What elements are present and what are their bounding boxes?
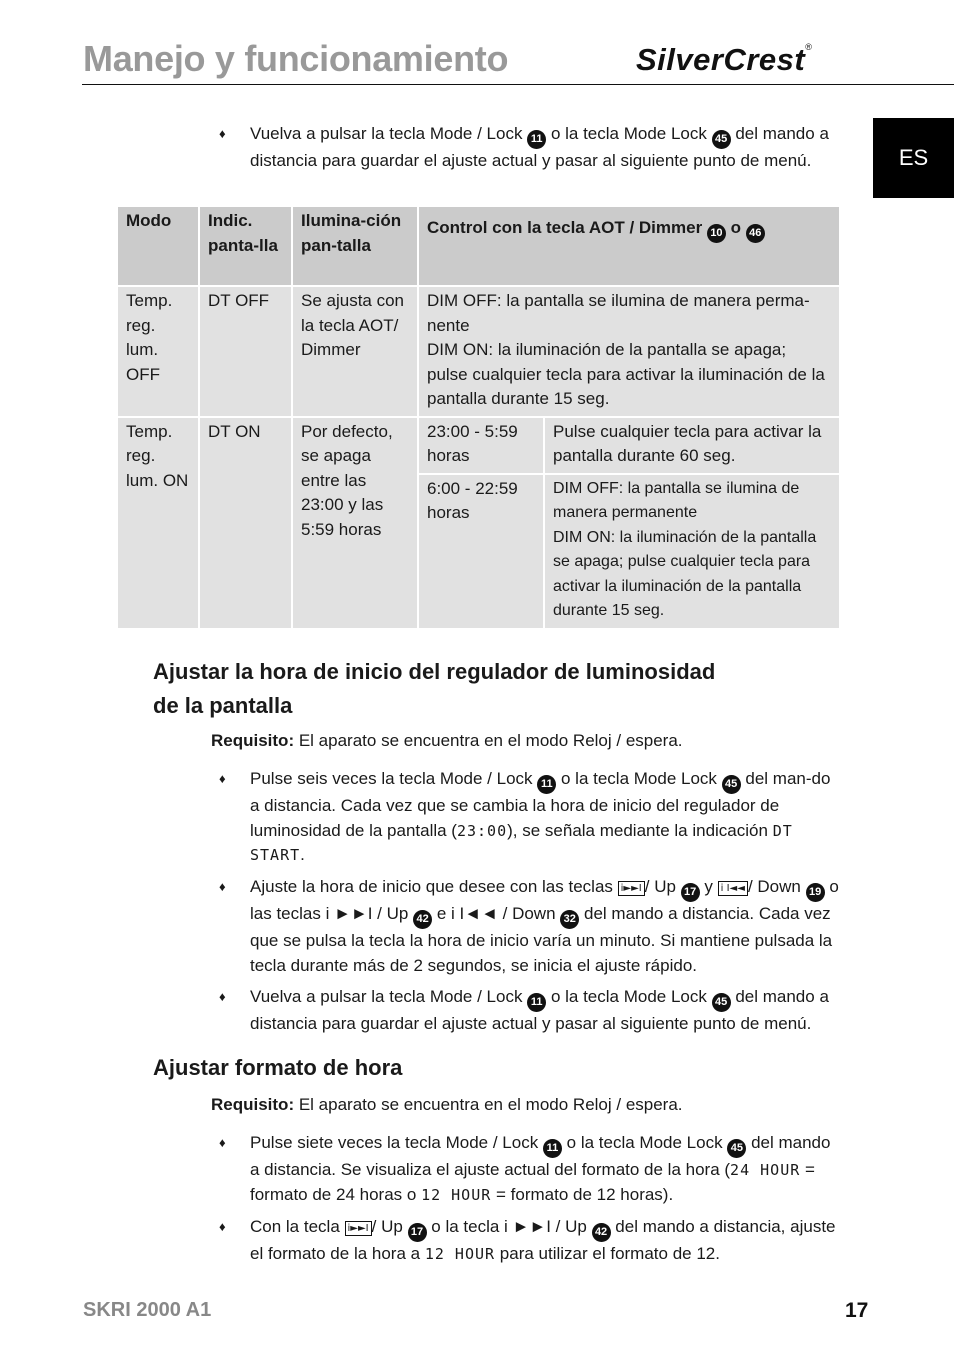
page-title: Manejo y funcionamiento (83, 38, 509, 79)
heading-line: de la pantalla (153, 693, 293, 718)
text: Ajuste la hora de inicio que desee con las teclas (250, 877, 613, 896)
diamond-bullet-icon: ♦ (219, 126, 226, 141)
diamond-bullet-icon: ♦ (219, 1135, 226, 1150)
intro-bullet (219, 122, 839, 174)
text: DIM ON: la iluminación de la pantalla se apaga; pulse cualquier tecla para activar la iluminación de la pantalla durante 15 seg. (427, 340, 825, 408)
requirement (211, 729, 683, 754)
lcd-text: DT START (250, 821, 793, 864)
ref-number: 19 (806, 883, 825, 902)
lcd-text: 23:00 (456, 821, 508, 840)
brand-name: SilverCrest (636, 42, 806, 77)
table-row (118, 418, 839, 473)
cell-time-range: 23:00 - 5:59 horas (419, 418, 543, 473)
cell-control (419, 287, 839, 416)
text: Control con la tecla AOT / Dimmer (427, 218, 703, 237)
language-tab: ES (873, 118, 954, 198)
ref-number: 11 (527, 130, 546, 149)
cell-description: Pulse cualquier tecla para activar la pantalla durante 60 seg. (545, 418, 839, 473)
table-header-row (118, 207, 839, 285)
text: o la tecla i ►►I / Up (431, 1217, 587, 1236)
requirement-text: El aparato se encuentra en el modo Reloj / espera. (298, 731, 683, 750)
text: Pulse siete veces la tecla Mode / Lock (250, 1133, 539, 1152)
next-key-icon: i►►I (618, 881, 645, 896)
cell-lighting: Por defecto, se apaga entre las 23:00 y las 5:59 horas (293, 418, 417, 628)
prev-key-icon: i I◄◄ (718, 881, 748, 896)
ref-number: 11 (527, 993, 546, 1012)
text: DIM OFF: la pantalla se ilumina de manera perma-nente (427, 291, 810, 335)
heading-line: Ajustar formato de hora (153, 1055, 403, 1080)
text: . (300, 845, 305, 864)
ref-number: 42 (592, 1223, 611, 1242)
lcd-text: 12 HOUR (421, 1185, 492, 1204)
text: del man-do a distancia. Cada vez que se cambia la hora de inicio del regulador de luminosidad de la pantalla ( (250, 769, 831, 840)
text: Con la tecla (250, 1217, 340, 1236)
step-bullet (219, 985, 839, 1037)
ref-number: 45 (722, 775, 741, 794)
text: Vuelva a pulsar la tecla Mode / Lock (250, 124, 523, 143)
text: del mando a distancia, ajuste el formato de la hora a (250, 1217, 836, 1263)
section-heading (153, 1051, 853, 1085)
cell-time-range: 6:00 - 22:59 horas (419, 475, 543, 628)
requirement (211, 1093, 683, 1118)
text: para utilizar el formato de 12. (499, 1244, 720, 1263)
text: Pulse seis veces la tecla Mode / Lock (250, 769, 533, 788)
header-mode: Modo (118, 207, 198, 285)
text: / Up (371, 1217, 403, 1236)
ref-number: 10 (707, 224, 726, 243)
ref-number: 11 (537, 775, 556, 794)
text: del mando a distancia. Cada vez que se pulsa la tecla la hora de inicio varía un minuto. Si mantiene pulsada la tecla durante más de 2 segundos, se inicia el ajuste rápido. (250, 904, 833, 975)
requirement-text: El aparato se encuentra en el modo Reloj / espera. (298, 1095, 683, 1114)
step-bullet (219, 1215, 839, 1267)
next-key-icon: i►►I (345, 1221, 372, 1236)
page-number: 17 (845, 1299, 869, 1322)
text: del mando a distancia para guardar el ajuste actual y pasar al siguiente punto de menú. (250, 987, 829, 1033)
ref-number: 42 (413, 910, 432, 929)
header-indicator: Indic. panta-lla (200, 207, 291, 285)
text: / Down (747, 877, 801, 896)
ref-number: 45 (712, 993, 731, 1012)
text: y (704, 877, 713, 896)
text: o la tecla Mode Lock (550, 987, 707, 1006)
lcd-text: 24 HOUR (730, 1161, 801, 1179)
text: o la tecla Mode Lock (561, 769, 717, 788)
text: DIM OFF: la pantalla se ilumina de manera permanente (553, 479, 800, 521)
ref-number: 17 (681, 883, 700, 902)
text: e i I◄◄ / Down (436, 904, 556, 923)
cell-lighting: Se ajusta con la tecla AOT/ Dimmer (293, 287, 417, 416)
text: / Up (644, 877, 676, 896)
step-bullet (219, 1131, 839, 1207)
cell-mode: Temp. reg. lum. OFF (118, 287, 198, 416)
text: del mando a distancia. Se visualiza el ajuste actual del formato de la hora ( (250, 1133, 831, 1179)
text: o las teclas i ►►I / Up (250, 877, 839, 923)
text: = formato de 24 horas o (250, 1160, 815, 1204)
text: Vuelva a pulsar la tecla Mode / Lock (250, 987, 523, 1006)
diamond-bullet-icon: ♦ (219, 1219, 226, 1234)
brand-logo (636, 42, 812, 78)
diamond-bullet-icon: ♦ (219, 771, 226, 786)
requirement-label: Requisito: (211, 1095, 295, 1114)
cell-description (545, 475, 839, 628)
step-bullet (219, 875, 839, 978)
ref-number: 46 (746, 224, 765, 243)
diamond-bullet-icon: ♦ (219, 989, 226, 1004)
cell-indicator: DT OFF (200, 287, 291, 416)
ref-number: 45 (712, 130, 731, 149)
cell-mode: Temp. reg. lum. ON (118, 418, 198, 628)
ref-number: 32 (560, 910, 579, 929)
text: o la tecla Mode Lock (550, 124, 707, 143)
step-bullet (219, 767, 839, 868)
text: ), se señala mediante la indicación (507, 820, 768, 840)
brand-trademark: ® (805, 42, 813, 52)
ref-number: 11 (543, 1139, 562, 1158)
header-lighting: Ilumina-ción pan-talla (293, 207, 417, 285)
header-control (419, 207, 839, 285)
section-heading (153, 655, 853, 723)
heading-line: Ajustar la hora de inicio del regulador de luminosidad (153, 659, 716, 684)
table-row (118, 287, 839, 416)
footer-model: SKRI 2000 A1 (83, 1299, 212, 1321)
requirement-label: Requisito: (211, 731, 295, 750)
ref-number: 45 (727, 1139, 746, 1158)
text: o la tecla Mode Lock (566, 1133, 723, 1152)
ref-number: 17 (408, 1223, 427, 1242)
header-divider (82, 84, 954, 85)
diamond-bullet-icon: ♦ (219, 879, 226, 894)
text: del mando a distancia para guardar el ajuste actual y pasar al siguiente punto de menú. (250, 124, 829, 170)
text: o (730, 218, 742, 237)
cell-indicator: DT ON (200, 418, 291, 628)
dimmer-table (116, 205, 841, 630)
text: DIM ON: la iluminación de la pantalla se apaga; pulse cualquier tecla para activar la iluminación de la pantalla durante 15 seg. (553, 528, 817, 619)
lcd-text: 12 HOUR (424, 1245, 496, 1263)
text: = formato de 12 horas). (496, 1184, 674, 1204)
